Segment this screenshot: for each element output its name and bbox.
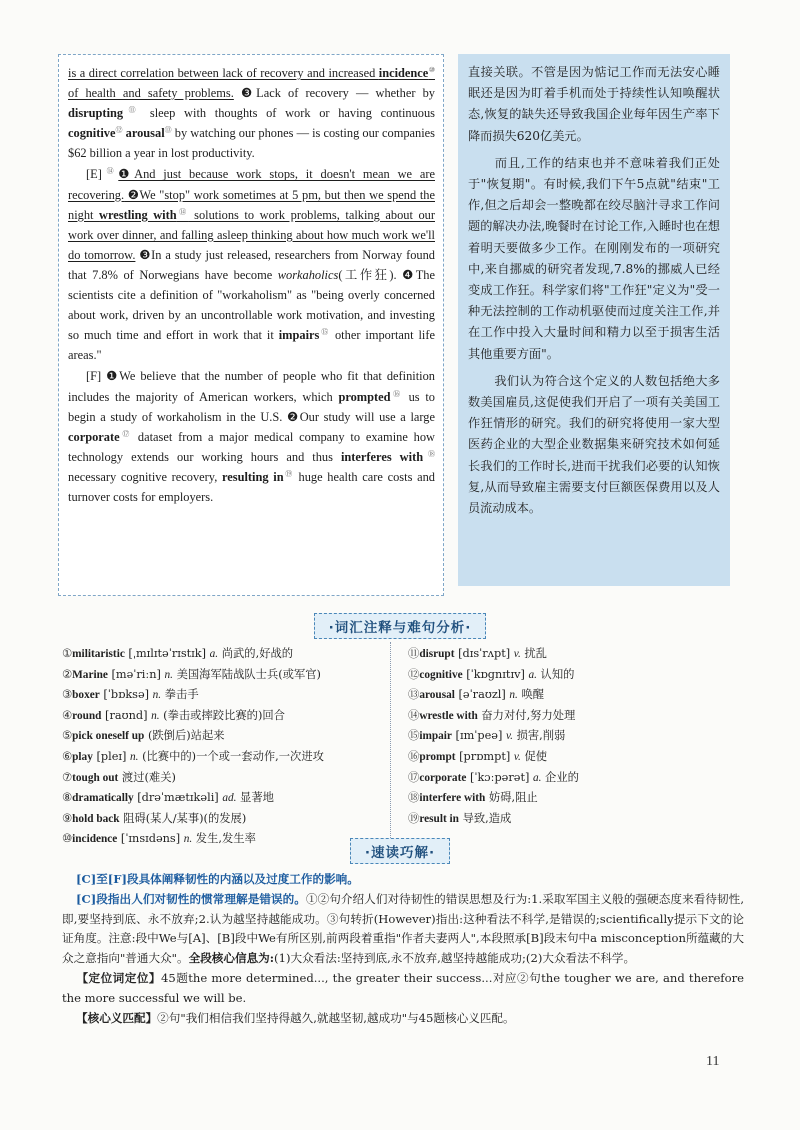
paragraph-label: [F] (86, 369, 102, 384)
tips-paragraph-c: [C]段指出人们对韧性的惯常理解是错误的。①②句介绍人们对待韧性的错误思想及行为:1.采取军国主义般的强硬态度来看待韧性,即,要坚持到底、永不放弃;2.认为越坚持越能成功。③句转折(However)指出:这种看法不科学,是错误的;scientifically提示下文的论证角度。注意:段中We与[A]、[B]段中We有所区别,前两段着重指"作者夫妻两人",本段照承[B]段末句中a misconception所蕴藏的大众之意指向"普通大众"。全段核心信息为:(1)大众看法:坚持到底,永不放弃,越坚持越能成功;(2)大众看法不科学。 (62, 891, 745, 966)
vocab-word: cognitive (68, 126, 116, 141)
vocab-word: wrestle with (419, 709, 478, 722)
vocab-pos: a. (209, 648, 219, 660)
vocab-word: corporate (419, 771, 467, 784)
vocab-word: Marine (72, 668, 108, 681)
vocab-def: (跌倒后)站起来 (147, 729, 225, 743)
vocab-num: ⑪ (408, 647, 420, 660)
vocab-def: (比赛中的)一个或一套动作,一次进攻 (138, 749, 324, 763)
vocab-num: ⑩ (62, 832, 73, 846)
vocab-def: 导致,造成 (462, 811, 512, 825)
vocab-word: pick oneself up (72, 730, 145, 743)
vocab-word: boxer (72, 689, 100, 702)
translation-paragraph-2: 而且,工作的结束也并不意味着我们正处于"恢复期"。有时候,我们下午5点就"结束"工作,但之后却会一整晚都在绞尽脑汁寻求工作问题的解决办法,晚餐时在讨论工作,入睡时也在想着明天要做多少工作。在刚刚发布的一项研究中,来自挪威的研究者发现,7.8%的挪威人已经变成工作狂。科学家们将"工作狂"定义为"受一种无法控制的工作动机驱使而过度关注工作,并在工作中投入大量时间和精力以至于损害生活其他重要方面"。 (468, 155, 720, 361)
vocab-ipa: [ɪmˈpeə] (451, 729, 506, 743)
vocab-ipa: [prɒmpt] (455, 749, 514, 763)
vocab-ipa: [ˈɪnsɪdəns] (117, 832, 184, 846)
chinese-translation-box (458, 54, 730, 586)
vocab-item (62, 768, 380, 789)
vocab-word: play (72, 750, 93, 763)
paragraph-label: [E] (86, 167, 102, 182)
vocab-num: ⑫ (408, 667, 420, 681)
vocab-def: 唤醒 (517, 688, 545, 702)
paragraph-e: [E]⑭❶And just because work stops, it doesn't mean we are recovering. ❷We "stop" work sometimes at 5 pm, but then we spend the night wrestling with⑭ solutions to work problems, talking about our work over dinner, and falling asleep thinking about how much work we'll do tomorrow. ❸In a study just released, researchers from Norway found that 7.8% of Norwegians have become workaholics(工作狂). ❹The scientists cite a definition of "workaholism" as "being overly concerned about work, driven by an uncontrollable work motivation, and investing so much time and effort in work that it impairs⑮ other important life areas." (68, 167, 435, 363)
vocab-item (408, 706, 738, 727)
vocab-ipa: [raʊnd] (101, 708, 152, 722)
tips-section-title: ·速读巧解· (350, 838, 450, 864)
vocab-list-left (62, 644, 380, 850)
vocab-num: ② (62, 667, 73, 681)
vocab-pos: n. (152, 689, 162, 702)
vocab-item (62, 726, 380, 747)
vocab-num: ③ (62, 688, 73, 702)
vocab-item (408, 809, 738, 830)
vocab-word: hold back (72, 812, 120, 825)
vocab-ipa: [pleɪ] (92, 749, 130, 763)
vocab-item (62, 644, 380, 665)
vocab-word: incidence (72, 833, 118, 846)
english-passage-box (58, 54, 444, 596)
vocab-divider (390, 642, 391, 838)
vocab-num: ⑱ (408, 791, 420, 805)
tips-line-1: [C]至[F]段具体阐释韧性的内涵以及过度工作的影响。 (76, 872, 359, 886)
vocab-def: 促使 (520, 749, 548, 763)
vocab-def: 拳击手 (161, 688, 199, 702)
vocab-item (62, 747, 380, 768)
vocab-item (408, 768, 738, 789)
vocab-ipa: [drəˈmætɪkəli] (133, 791, 223, 805)
vocab-def: 尚武的,好战的 (218, 647, 294, 660)
vocab-word: disrupt (419, 648, 455, 660)
vocab-num: ⑭ (408, 708, 420, 722)
vocab-word: prompted (338, 389, 391, 404)
vocab-item (408, 644, 738, 665)
vocab-pos: v. (505, 730, 513, 743)
vocab-item (408, 788, 738, 809)
vocab-word: incidence (378, 66, 429, 80)
page-number: 11 (706, 1054, 720, 1069)
vocab-item (408, 665, 738, 686)
vocab-ipa: [məˈriːn] (107, 667, 165, 681)
vocab-word: result in (419, 812, 459, 825)
vocab-num: ⑯ (408, 749, 420, 763)
vocab-pos: n. (130, 750, 139, 763)
vocab-item (408, 685, 738, 706)
text-line: is a direct correlation between lack of recovery and (68, 66, 325, 80)
vocab-num: ⑦ (62, 770, 73, 784)
vocab-word: arousal (419, 689, 455, 702)
vocab-num: ⑧ (62, 791, 73, 805)
tips-core-match: 【核心义匹配】②句"我们相信我们坚持得越久,就越坚韧,越成功"与45题核心义匹配。 (76, 1010, 515, 1025)
vocab-def: 发生,发生率 (192, 832, 256, 846)
translation-paragraph-3: 我们认为符合这个定义的人数包括绝大多数美国雇员,这促使我们开启了一项有关美国工作狂情形的研究。我们的研究将使用一家大型医药企业的大型企业数据集来研究技术如何延长我们的工作时长,进而干扰我们必要的认知恢复,从而导致雇主需要支付巨额医保费用以及人员流动成本。 (468, 373, 720, 516)
vocab-num: ⑥ (62, 749, 73, 763)
vocab-item (62, 685, 380, 706)
vocab-pos: n. (509, 689, 518, 702)
paragraph-f: [F] ❶We believe that the number of people who fit that definition includes the majority of American workers, which prompted⑯ us to begin a study of workaholism in the U.S. ❷Our study will use a large corporate⑰ dataset from a major medical company to examine how technology extends our working hours and thus interferes with⑱ necessary cognitive recovery, resulting in⑲ huge health care costs and turnover costs for employers. (68, 369, 436, 504)
vocab-num: ⑲ (408, 811, 420, 825)
tips-location: 【定位词定位】45题the more determined..., the greater their success...对应②句the tougher we are, and therefore the more successful we will be. (62, 970, 744, 1005)
vocab-pos: n. (164, 668, 173, 681)
vocab-def: 奋力对付,努力处理 (481, 708, 576, 722)
vocab-def: 渡过(难关) (121, 770, 176, 784)
vocab-def: 美国海军陆战队士兵(或军官) (173, 667, 321, 681)
vocab-word: arousal (122, 126, 165, 141)
vocab-word: corporate (68, 429, 120, 444)
vocab-pos: v. (513, 750, 521, 763)
vocab-ipa: [ˈkɔːpərət] (466, 770, 533, 784)
vocab-word: wrestling with (99, 207, 177, 222)
translation-paragraph-1: 直接关联。不管是因为惦记工作而无法安心睡眠还是因为盯着手机而处于持续性认知唤醒状态,恢复的缺失还导致我国企业每年因生产率下降而损失620亿美元。 (468, 65, 720, 143)
vocab-word: dramatically (72, 792, 134, 805)
vocab-pos: n. (183, 833, 193, 846)
vocab-ipa: [dɪsˈrʌpt] (454, 647, 514, 660)
vocab-item (62, 706, 380, 727)
vocab-word: disrupting (68, 106, 124, 121)
vocab-def: (拳击或摔跤比赛的)回合 (159, 708, 285, 722)
paragraph-d-tail: is a direct correlation between lack of recovery and increased incidence⑩ of health and safety problems. ❸Lack of recovery — whether by disrupting⑪ sleep with thoughts of work or having continuous cognitive⑫ arousal⑬ by watching our phones — is costing our companies $62 billion a year in lost productivity. (68, 65, 435, 161)
vocab-item (62, 809, 380, 830)
vocab-word: prompt (419, 750, 456, 763)
vocab-word: resulting in (222, 469, 284, 484)
vocab-item (408, 726, 738, 747)
vocab-num: ⑰ (408, 770, 420, 784)
vocab-list-right (408, 644, 738, 829)
vocab-word: round (72, 709, 102, 722)
vocab-word: tough out (72, 771, 119, 784)
vocab-item (62, 665, 380, 686)
vocab-ipa: [ˌmɪlɪtəˈrɪstɪk] (124, 647, 210, 660)
vocab-num: ⑮ (408, 729, 420, 743)
vocab-num: ⑤ (62, 729, 73, 743)
vocab-num: ⑨ (62, 811, 73, 825)
vocab-pos: a. (532, 771, 542, 784)
vocab-def: 显著地 (236, 791, 274, 805)
vocab-pos: v. (513, 648, 521, 660)
reading-tips (62, 870, 744, 1028)
vocab-num: ① (62, 647, 73, 660)
vocab-def: 妨碍,阻止 (488, 791, 538, 805)
vocab-word: militaristic (72, 648, 125, 660)
vocab-section-header (0, 613, 800, 639)
vocab-word: cognitive (419, 668, 463, 681)
vocab-def: 扰乱 (520, 647, 547, 660)
vocab-word: interferes with (340, 449, 424, 464)
vocab-num: ⑬ (408, 688, 420, 702)
vocab-pos: ad. (222, 792, 237, 805)
vocab-item (408, 747, 738, 768)
vocab-def: 认知的 (536, 667, 575, 681)
vocab-def: 企业的 (541, 770, 579, 784)
vocab-ipa: [əˈraʊzl] (454, 688, 510, 702)
vocab-item (62, 788, 380, 809)
vocab-word: impairs (278, 328, 320, 343)
vocab-ipa: [ˈkɒgnɪtɪv] (462, 667, 529, 681)
vocab-def: 阻碍(某人/某事)(的发展) (123, 811, 247, 825)
vocab-word: impair (419, 730, 452, 743)
vocab-num: ④ (62, 708, 73, 722)
vocab-section-title: ·词汇注释与难句分析· (314, 613, 487, 639)
vocab-word: interfere with (419, 792, 486, 805)
vocab-pos: n. (151, 709, 160, 722)
tips-section-header (0, 838, 800, 864)
vocab-ipa: [ˈbɒksə] (99, 688, 153, 702)
vocab-def: 损害,削弱 (512, 729, 566, 743)
vocab-pos: a. (528, 668, 537, 681)
